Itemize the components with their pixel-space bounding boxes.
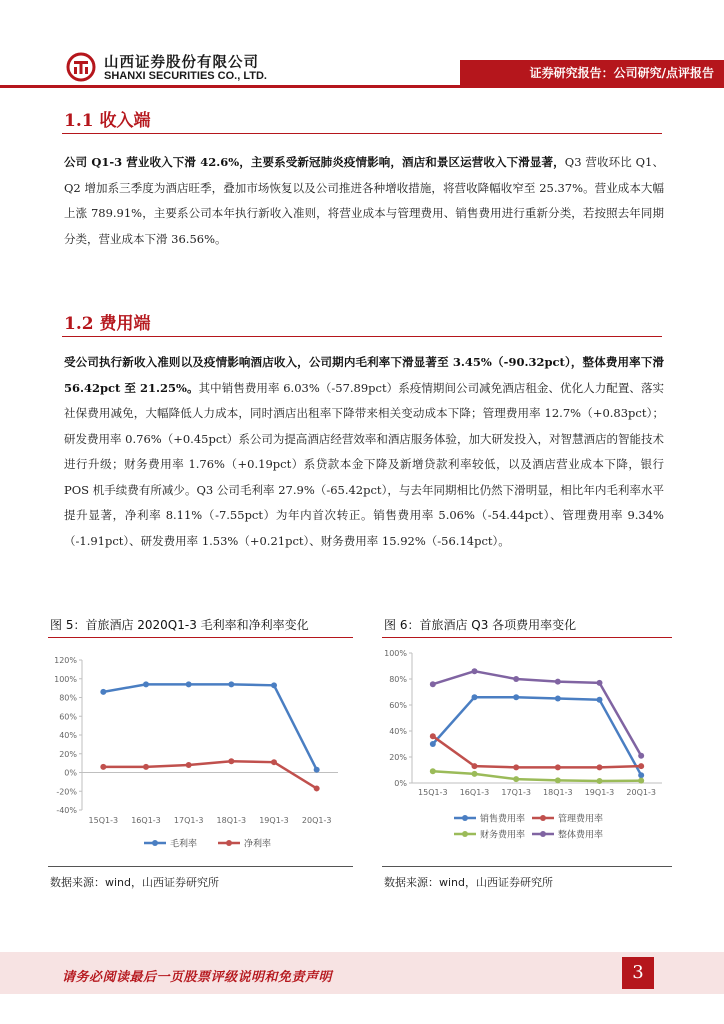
data-point [472, 668, 478, 674]
data-point [597, 680, 603, 686]
section-divider [62, 336, 662, 337]
section-title-expense: 1.2 费用端 [64, 314, 151, 334]
y-tick-label: 40% [389, 727, 407, 736]
company-name-en: SHANXI SECURITIES CO., LTD. [104, 70, 267, 82]
x-tick-label: 15Q1-3 [418, 788, 448, 797]
y-tick-label: 0% [394, 779, 407, 788]
y-tick-label: 120% [54, 656, 77, 665]
x-tick-label: 16Q1-3 [131, 816, 161, 825]
figure5-title: 图 5：首旅酒店 2020Q1-3 毛利率和净利率变化 [50, 618, 309, 632]
figure5-source-line [48, 866, 353, 867]
section-title-revenue: 1.1 收入端 [64, 111, 151, 131]
report-type-bar [460, 60, 724, 85]
legend-label: 毛利率 [170, 839, 198, 850]
x-tick-label: 20Q1-3 [301, 816, 332, 825]
y-tick-label: 20% [389, 753, 407, 762]
data-point [597, 778, 603, 784]
data-point [513, 694, 519, 700]
legend-label: 管理费用率 [558, 814, 604, 825]
x-tick-label: 19Q1-3 [584, 788, 615, 797]
x-tick-label: 19Q1-3 [259, 816, 289, 825]
company-name-cn: 山西证券股份有限公司 [104, 55, 259, 71]
figure6-source: 数据来源：wind，山西证券研究所 [384, 876, 554, 889]
revenue-paragraph [64, 150, 664, 252]
data-point [100, 764, 106, 770]
data-point [555, 679, 561, 685]
data-point [186, 681, 192, 687]
legend-marker [540, 831, 546, 837]
x-tick-label: 16Q1-3 [459, 788, 490, 797]
revenue-lead: 公司 Q1-3 营业收入下滑 42.6%，主要系受新冠肺炎疫情影响，酒店和景区运营收入下滑显著， [64, 155, 565, 169]
data-point [597, 697, 603, 703]
data-point [513, 776, 519, 782]
report-type-label: 证券研究报告：公司研究/点评报告 [529, 66, 714, 80]
legend-marker [540, 815, 546, 821]
disclaimer-text: 请务必阅读最后一页股票评级说明和免责声明 [62, 970, 333, 985]
data-point [430, 768, 436, 774]
data-point [638, 753, 644, 759]
data-point [100, 689, 106, 695]
figure6-source-line [382, 866, 672, 867]
footer-bar [0, 952, 724, 994]
y-tick-label: 80% [59, 693, 77, 703]
y-tick-label: 60% [389, 701, 407, 710]
y-tick-label: 80% [389, 675, 407, 684]
expense-body: 其中销售费用率 6.03%（-57.89pct）系疫情期间公司减免酒店租金、优化人力配置、落实社保费用减免，大幅降低人力成本，同时酒店出租率下降带来相关变动成本下降；管理费用率 12.7%（+0.83pct）；研发费用率 0.76%（+0.45pct）系公司为提高酒店经营效率和酒店服务体验，加大研发投入，对智慧酒店的智能技术进行升级；财务费用率 1.76%（+0.19pct）系贷款本金下降及新增贷款利率较低，以及酒店营业成本下降，银行 POS 机手续费有所减少。Q3 公司毛利率 27.9%（-65.42pct），与去年同期相比仍然下滑明显，相比年内毛利率水平提升显著，净利率 8.11%（-7.55pct）为年内首次转正。销售费用率 5.06%（-54.44pct）、管理费用率 9.34%（-1.91pct）、研发费用率 1.53%（+0.21pct）、财务费用率 15.92%（-56.14pct）。 [64, 380, 665, 548]
x-tick-label: 18Q1-3 [543, 788, 573, 797]
data-point [638, 772, 644, 778]
series-line [433, 697, 641, 775]
data-point [271, 759, 277, 765]
data-point [143, 681, 149, 687]
section-divider [62, 133, 662, 134]
data-point [186, 762, 192, 768]
figure5-source: 数据来源：wind，山西证券研究所 [50, 876, 220, 889]
data-point [638, 778, 644, 784]
legend-label: 净利率 [244, 839, 272, 850]
data-point [513, 676, 519, 682]
data-point [472, 771, 478, 777]
series-line [433, 736, 641, 767]
x-tick-label: 15Q1-3 [88, 816, 119, 825]
data-point [638, 763, 644, 769]
x-tick-label: 17Q1-3 [173, 816, 204, 825]
data-point [314, 785, 320, 791]
legend-marker [226, 840, 232, 846]
y-tick-label: -40% [56, 806, 77, 815]
legend-marker [462, 831, 468, 837]
legend-label: 销售费用率 [480, 814, 526, 825]
y-tick-label: 60% [59, 712, 77, 722]
series-line [433, 671, 641, 756]
company-logo-icon [66, 52, 96, 82]
data-point [314, 767, 320, 773]
data-point [271, 682, 277, 688]
data-point [555, 696, 561, 702]
figure6-title: 图 6：首旅酒店 Q3 各项费用率变化 [384, 618, 577, 632]
data-point [555, 777, 561, 783]
legend-marker [462, 815, 468, 821]
expense-lead: 受公司执行新收入准则以及疫情影响酒店收入，公司期内毛利率下滑显著至 3.45%（-90.32pct），整体费用率下滑 56.42pct 至 21.25%。 [64, 355, 664, 395]
y-tick-label: 0% [64, 768, 77, 778]
page-number: 3 [622, 957, 654, 989]
y-tick-label: 100% [384, 649, 407, 658]
data-point [513, 764, 519, 770]
x-tick-label: 20Q1-3 [626, 788, 656, 797]
legend-label: 财务费用率 [480, 830, 526, 841]
x-tick-label: 17Q1-3 [501, 788, 531, 797]
figure6-title-line [382, 637, 672, 638]
y-tick-label: -20% [56, 787, 77, 797]
data-point [228, 758, 234, 764]
data-point [597, 764, 603, 770]
figure5-title-line [48, 637, 353, 638]
revenue-body: Q3 营收环比 Q1、Q2 增加系三季度为酒店旺季，叠加市场恢复以及公司推进各种增收措施，将营收降幅收窄至 25.37%。营业成本大幅上涨 789.91%，主要系公司本年执行新收入准则，将营业成本与管理费用、销售费用进行重新分类，若按照去年同期分类，营业成本下滑 36.56%。 [64, 155, 664, 246]
data-point [143, 764, 149, 770]
series-line [433, 771, 641, 781]
legend-label: 整体费用率 [558, 830, 604, 841]
data-point [430, 733, 436, 739]
y-tick-label: 100% [54, 674, 77, 684]
data-point [430, 681, 436, 687]
data-point [555, 764, 561, 770]
header-divider [0, 85, 724, 88]
data-point [472, 694, 478, 700]
legend-marker [152, 840, 158, 846]
data-point [472, 763, 478, 769]
y-tick-label: 20% [59, 749, 77, 759]
expense-paragraph [64, 350, 664, 554]
data-point [430, 741, 436, 747]
y-tick-label: 40% [59, 731, 77, 740]
figure6-chart [382, 645, 672, 865]
data-point [228, 681, 234, 687]
x-tick-label: 18Q1-3 [216, 816, 247, 825]
series-line [103, 684, 316, 769]
series-line [103, 761, 316, 788]
figure5-chart [48, 645, 353, 855]
